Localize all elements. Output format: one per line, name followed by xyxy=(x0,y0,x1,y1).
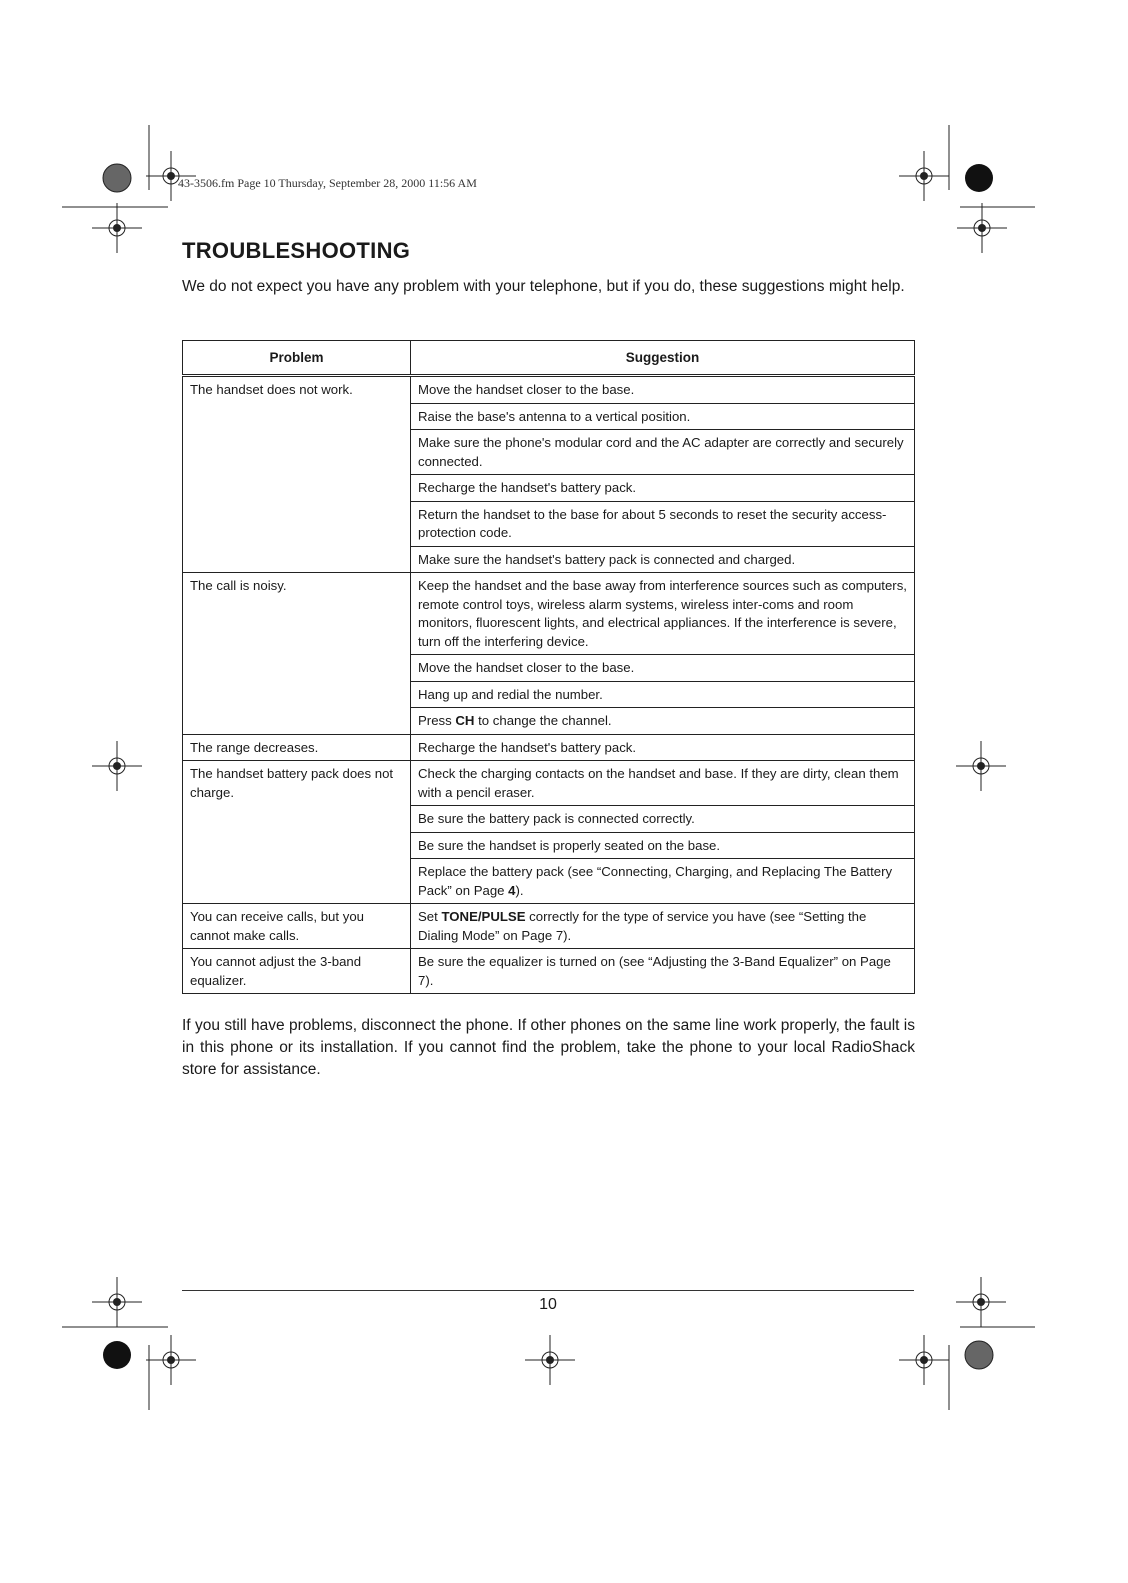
footer-rule xyxy=(182,1290,914,1291)
table-row xyxy=(183,761,915,806)
suggestion-cell: Be sure the battery pack is connected correctly. xyxy=(411,806,915,833)
suggestion-cell: Recharge the handset's battery pack. xyxy=(411,475,915,502)
suggestion-cell: Move the handset closer to the base. xyxy=(411,376,915,404)
problem-column-header: Problem xyxy=(183,341,411,376)
suggestion-cell: Keep the handset and the base away from interference sources such as computers, remote control toys, wireless alarm systems, wireless inter-coms and room monitors, fluorescent lights, and electrical appliances. If the interference is severe, turn off the interfering device. xyxy=(411,573,915,655)
suggestion-cell: Replace the battery pack (see “Connecting, Charging, and Replacing The Battery Pack” on Page 4). xyxy=(411,859,915,904)
table-header-row xyxy=(183,341,915,376)
problem-cell: The call is noisy. xyxy=(183,573,411,735)
tone-pulse-label: TONE/PULSE xyxy=(441,909,526,924)
page-number: 10 xyxy=(539,1296,557,1313)
suggestion-cell: Be sure the equalizer is turned on (see “Adjusting the 3-Band Equalizer” on Page 7). xyxy=(411,949,915,994)
suggestion-cell: Make sure the handset's battery pack is connected and charged. xyxy=(411,546,915,573)
ch-key-label: CH xyxy=(455,713,475,728)
troubleshooting-table xyxy=(182,340,914,994)
suggestion-cell: Be sure the handset is properly seated on the base. xyxy=(411,832,915,859)
table-row xyxy=(183,949,915,994)
suggestion-cell: Set TONE/PULSE correctly for the type of service you have (see “Setting the Dialing Mode” on Page 7). xyxy=(411,904,915,949)
suggestion-column-header: Suggestion xyxy=(411,341,915,376)
suggestion-cell: Hang up and redial the number. xyxy=(411,681,915,708)
color-bar-circle-bottom-right xyxy=(965,1341,993,1369)
table-row xyxy=(183,734,915,761)
suggestion-cell: Move the handset closer to the base. xyxy=(411,655,915,682)
problem-cell: The handset battery pack does not charge. xyxy=(183,761,411,904)
problem-cell: The range decreases. xyxy=(183,734,411,761)
color-bar-circle-top-left xyxy=(103,164,131,192)
suggestion-cell: Recharge the handset's battery pack. xyxy=(411,734,915,761)
page-title: TROUBLESHOOTING xyxy=(182,238,411,263)
table-row xyxy=(183,376,915,404)
table-row xyxy=(183,573,915,655)
suggestion-cell: Return the handset to the base for about 5 seconds to reset the security access-protection code. xyxy=(411,501,915,546)
problem-cell: You can receive calls, but you cannot make calls. xyxy=(183,904,411,949)
suggestion-cell: Press CH to change the channel. xyxy=(411,708,915,735)
page-ref-bold: 4 xyxy=(508,882,516,898)
suggestion-cell: Make sure the phone's modular cord and the AC adapter are correctly and securely connected. xyxy=(411,430,915,475)
print-header: 43-3506.fm Page 10 Thursday, September 28, 2000 11:56 AM xyxy=(178,176,477,190)
closing-paragraph: If you still have problems, disconnect the phone. If other phones on the same line work properly, the fault is in this phone or its installation. If you cannot find the problem, take the phone to your local RadioShack store for assistance. xyxy=(182,1017,915,1078)
suggestion-cell: Check the charging contacts on the handset and base. If they are dirty, clean them with a pencil eraser. xyxy=(411,761,915,806)
table-row xyxy=(183,904,915,949)
problem-cell: You cannot adjust the 3-band equalizer. xyxy=(183,949,411,994)
intro-paragraph: We do not expect you have any problem with your telephone, but if you do, these suggestions might help. xyxy=(182,278,905,295)
color-bar-circle-top-right xyxy=(965,164,993,192)
problem-cell: The handset does not work. xyxy=(183,376,411,573)
suggestion-cell: Raise the base's antenna to a vertical position. xyxy=(411,403,915,430)
color-bar-circle-bottom-left xyxy=(103,1341,131,1369)
